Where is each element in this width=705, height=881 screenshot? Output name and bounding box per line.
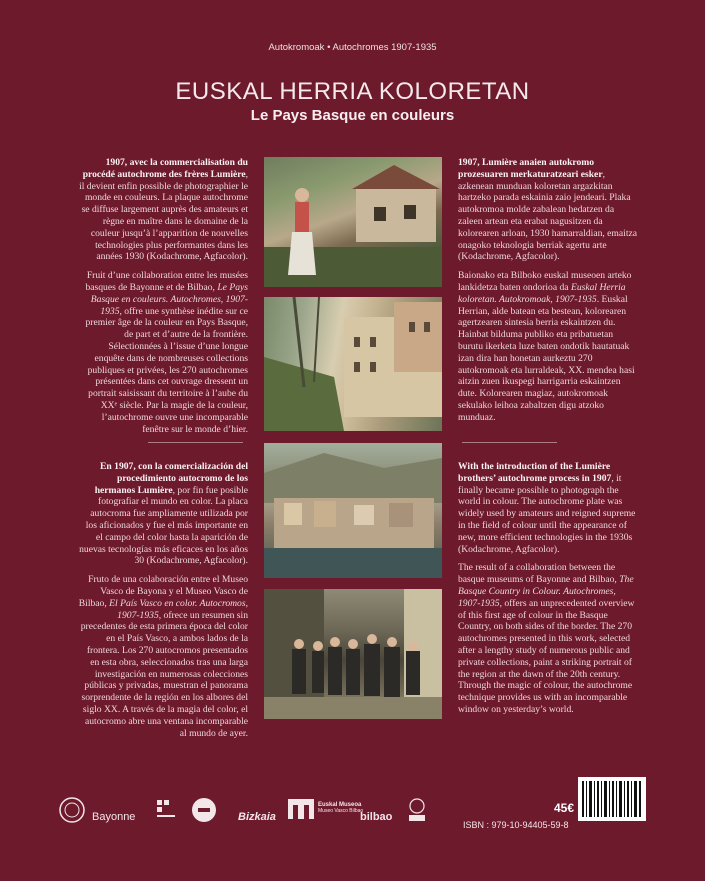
spanish-paragraph-2 [78,574,248,739]
museoa-subtitle: Museo Vasco Bilbao [318,808,364,814]
seal-logo [58,796,86,824]
french-paragraph-1 [78,157,248,263]
english-text [458,461,638,723]
shield-logo [405,797,429,823]
basque-intro-bold: 1907, Lumière anaien autokromo prozesuaren merkaturatzeari esker [458,157,603,180]
circle-emblem-logo [191,797,217,823]
basque-p2-b: . Euskal Herrian, alde batean eta bestean, kolorearen agertzearen sintesia berria eskaintzen du. Hainbat bilduma publiko eta pribatuetan burutu ikerketa luze baten ondotik hautatuak izan dira han honetan aurkeztu 270 autokromoak eta lurraldeak, XX. mendea hasi aitzin zuen ikuspegi harrigarria eskaintzen dute. Kolorearen magiaz, autokromoak sekulako leihoa zabaltzen digu atzoko munduaz. [458,293,635,423]
french-p2-b: , offre une synthèse inédite sur ce premier âge de la couleur en Pays Basque, de part et d’autre de la frontière. Sélectionnées à l’issue d’une longue enquête dans de nombreuses collections publiques et privées, les 270 autochromes présentées dans cet ouvrage dressent un portrait saisissant du territoire à l’aube du XXᵉ siècle. Par la magie de la couleur, l’autochrome ouvre une incomparable fenêtre sur le monde d’hier. [85,305,248,435]
english-book-title: The Basque Country in Colour. Autochromes, 1907-1935 [458,574,634,609]
book-title: EUSKAL HERRIA KOLORETAN [175,78,530,105]
photo-river-town [264,443,442,578]
separator-right [462,442,557,443]
museoa-mark-icon [288,799,314,819]
photo-villagers-group [264,589,442,719]
english-p2-a: The result of a collaboration between the basque museums of Bayonne and Bilbao, [458,562,620,586]
basque-intro-rest: , azkenean munduan koloretan argazkitan hartzeko parada eskainia zaio jendeari. Plaka autokromoa molde zabalean hedatzen da zaleen artean eta erabat nagusitzen da kolorearen arloan, 1930 hamarraldian, emaitza onagoko teknologia berriak agertu arte (Kodachrome, Agfacolor). [458,168,637,263]
spanish-intro-rest: , por fin fue posible fotografiar el mundo en color. La placa autocroma fue ampliamente utilizada por los aficionados y fue el más importante en el campo del color hasta la aparición de nuevas tecnologías más eficaces en los años 30 (Kodachrome, Agfacolor). [79,484,248,567]
french-text [78,157,248,442]
french-intro-bold: 1907, avec la commercialisation du procédé autochrome des frères Lumière [82,157,248,180]
museoa-title: Euskal Museoa [318,802,362,808]
museum-mark-logo [155,798,177,822]
series-line: Autokromoak • Autochromes 1907-1935 [268,42,437,53]
basque-paragraph-1 [458,157,638,263]
spanish-p2-a: Fruto de una colaboración entre el Museo Vasco de Bayona y el Museo Vasco de Bilbao, [78,574,248,609]
spanish-p2-b: , ofrece un resumen sin precedentes de esta primera época del color en el País Vasco, a ambos lados de la frontera. Los 270 autocromos presentados en esta obra, seleccionados tras una larga investigación en numerosas colecciones públicas y privadas, muestran el panorama sorprendente de la región en los albores del siglo XX. A través de la magia del color, el autocromo abre una ventana incomparable al mundo de ayer. [80,609,248,739]
bizkaia-logo: Bizkaia [238,811,276,823]
english-paragraph-2 [458,562,638,715]
bilbao-logo: bilbao [360,811,393,823]
french-p2-a: Fruit d’une collaboration entre les musées basques de Bayonne et de Bilbao, [85,270,248,293]
book-subtitle: Le Pays Basque en couleurs [250,107,455,124]
english-paragraph-1 [458,461,638,555]
euskal-museoa-logo [318,802,363,814]
spanish-intro-bold: En 1907, con la comercialización del procedimiento autocromo de los hermanos Lumière [94,461,248,496]
english-p2-b: , offers an unprecedented overview of this first age of colour in the Basque Country, on both sides of the border. The 270 autochromes presented in this work, selected after a lengthy study of numerous public and private collections, paint a striking portrait of the region at the dawn of the 20th century. Through the magic of colour, the autochrome technique provides us with an incomparable window on yesterday’s world. [458,597,635,715]
basque-paragraph-2 [458,270,638,423]
spanish-text [78,461,248,746]
barcode-icon [578,777,646,821]
spanish-paragraph-1 [78,461,248,567]
spanish-book-title: El País Vasco en color. Autocromos, 1907-1935 [109,597,248,621]
french-intro-rest: , il devient enfin possible de photographier le monde en couleurs. La plaque autochrome se diffuse largement auprès des amateurs et règne en maître dans le domaine de la couleur jusqu’à l’apparition de nouvelles technologies plus performantes dans les années 1930 (Kodachrome, Agfacolor). [79,168,248,263]
basque-book-title: Euskal Herria koloretan. Autokromoak, 1907-1935 [458,281,626,305]
bayonne-logo: Bayonne [92,811,136,823]
english-intro-bold: With the introduction of the Lumière brothers’ autochrome process in 1907 [458,461,612,484]
basque-p2-a: Baionako eta Bilboko euskal museoen arteko lankidetza baten ondorioa da [458,270,632,293]
french-book-title: Le Pays Basque en couleurs. Autochromes, 1907-1935 [90,281,248,317]
english-intro-rest: , it finally became possible to photograph the world in colour. The autochrome plate was widely used by amateurs and reigned supreme in the field of colour until the appearance of new, more efficient technologies in the 1930s (Kodachrome, Agfacolor). [458,472,636,555]
separator-left [148,442,243,443]
isbn-text: ISBN : 979-10-94405-59-8 [463,820,569,830]
french-paragraph-2 [78,270,248,435]
price-label: 45€ [554,801,575,815]
photo-town-street [264,297,442,431]
photo-woman-by-house [264,157,442,287]
basque-text [458,157,638,431]
